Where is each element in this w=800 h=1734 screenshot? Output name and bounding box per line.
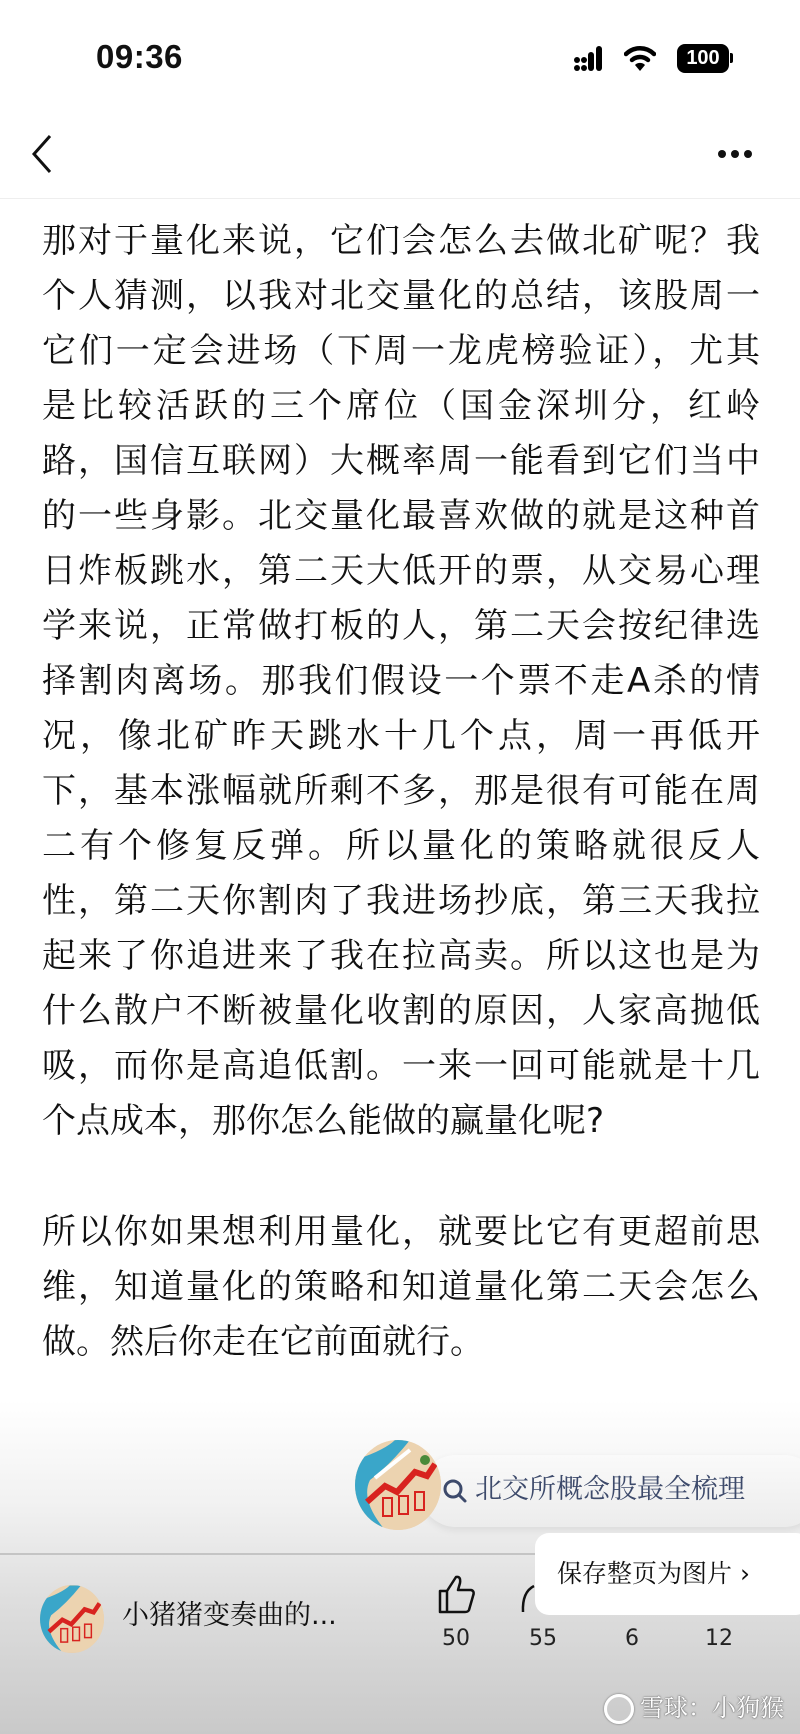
save-page-as-image-button[interactable]: 保存整页为图片 › [557, 1559, 750, 1588]
author-name[interactable]: 小猪猪变奏曲的... [122, 1600, 337, 1631]
article-line: 况，像北矿昨天跳水十几个点，周一再低开 [42, 716, 760, 756]
back-chevron-icon[interactable] [20, 130, 60, 176]
article-line: 二有个修复反弹。所以量化的策略就很反人 [42, 826, 760, 866]
xueqiu-logo-icon [604, 1694, 634, 1724]
article-line: 什么散户不断被量化收割的原因，人家高抛低 [42, 991, 760, 1031]
article-line: 维，知道量化的策略和知道量化第二天会怎么 [42, 1267, 760, 1307]
article-line: 日炸板跳水，第二天大低开的票，从交易心理 [42, 551, 760, 591]
watermark [604, 1688, 784, 1728]
favorite-count: 12 [705, 1626, 733, 1651]
thumbs-up-icon[interactable] [438, 1574, 476, 1614]
battery-indicator: 100 [677, 44, 729, 73]
article-line: 性，第二天你割肉了我进场抄底，第三天我拉 [42, 881, 760, 921]
article-line: 个点成本，那你怎么能做的赢量化呢? [42, 1101, 605, 1141]
share-count: 6 [625, 1626, 639, 1651]
comment-count: 55 [529, 1626, 557, 1651]
article-line: 择割肉离场。那我们假设一个票不走A杀的情 [42, 661, 760, 701]
status-time: 09:36 [96, 38, 183, 75]
article-line: 它们一定会进场（下周一龙虎榜验证），尤其 [42, 331, 760, 371]
comment-icon[interactable] [520, 1584, 536, 1614]
article-line: 起来了你追进来了我在拉高卖。所以这也是为 [42, 936, 760, 976]
article-line: 路，国信互联网）大概率周一能看到它们当中 [42, 441, 760, 481]
wifi-icon [624, 44, 656, 72]
topic-search-text[interactable]: 北交所概念股最全梳理 [475, 1474, 745, 1505]
cellular-signal-icon [574, 46, 602, 72]
like-count: 50 [442, 1626, 470, 1651]
nav-divider [0, 198, 800, 199]
watermark-text: 雪球：小狗猴 [640, 1694, 784, 1722]
article-line: 下，基本涨幅就所剩不多，那是很有可能在周 [42, 771, 760, 811]
article-line: 做。然后你走在它前面就行。 [42, 1322, 484, 1362]
article-line: 的一些身影。北交量化最喜欢做的就是这种首 [42, 496, 760, 536]
article-line: 个人猜测，以我对北交量化的总结，该股周一 [42, 276, 760, 316]
author-avatar[interactable] [40, 1585, 104, 1653]
article-line: 学来说，正常做打板的人，第二天会按纪律选 [42, 606, 760, 646]
battery-tip [730, 53, 733, 63]
article-line: 是比较活跃的三个席位（国金深圳分，红岭 [42, 386, 760, 426]
article-line: 吸，而你是高追低割。一来一回可能就是十几 [42, 1046, 760, 1086]
article-line: 所以你如果想利用量化，就要比它有更超前思 [42, 1212, 760, 1252]
search-icon [442, 1478, 468, 1504]
more-options-icon[interactable] [718, 143, 778, 163]
topic-avatar-image [355, 1440, 441, 1530]
article-line: 那对于量化来说，它们会怎么去做北矿呢？我 [42, 221, 760, 261]
